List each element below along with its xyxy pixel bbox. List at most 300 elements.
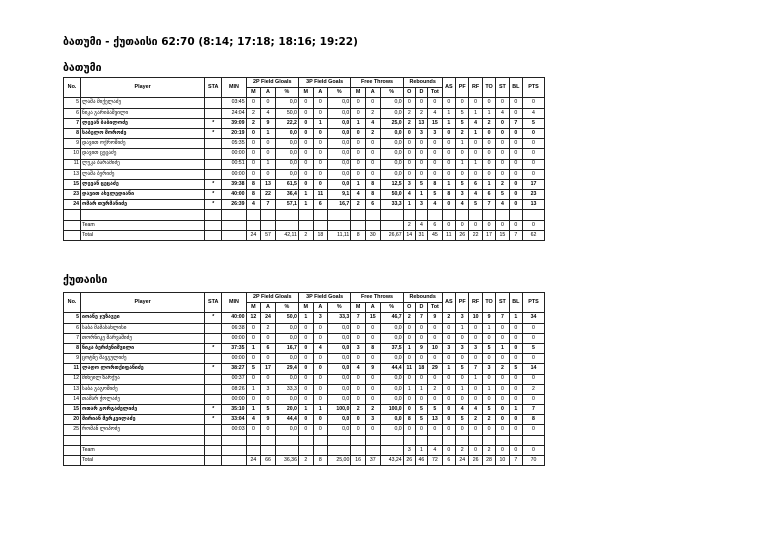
team-stat-pf: 0 — [456, 220, 469, 230]
team-stat-st: 0 — [496, 445, 509, 455]
ft-percent: 0,0 — [380, 384, 403, 394]
player-name: ლევან ბაბილოძე — [81, 118, 205, 128]
fg2-percent: 50,0 — [275, 108, 298, 118]
empty-cell — [365, 220, 380, 230]
col-header-free-throws: Free Throws — [351, 78, 403, 88]
ft-percent: 0,0 — [380, 354, 403, 364]
col-subheader-pct: % — [275, 88, 298, 98]
stat-bl: 0 — [509, 98, 522, 108]
minutes: 00:00 — [222, 149, 246, 159]
rebounds-offensive: 11 — [403, 364, 415, 374]
stat-st: 7 — [496, 313, 509, 323]
empty-cell — [509, 210, 522, 220]
rebounds-total: 5 — [428, 190, 443, 200]
empty-cell — [222, 456, 246, 466]
minutes: 40:00 — [222, 313, 246, 323]
ft-attempted: 0 — [365, 98, 380, 108]
total-stat-as: 11 — [442, 230, 455, 240]
fg3-attempted: 0 — [313, 139, 328, 149]
fg3-attempted: 0 — [313, 323, 328, 333]
empty-cell — [81, 435, 205, 445]
rebounds-offensive: 0 — [403, 139, 415, 149]
stat-bl: 0 — [509, 200, 522, 210]
total-row — [64, 230, 545, 240]
total-fg3-percent: 25,00 — [328, 456, 351, 466]
stat-st: 0 — [496, 98, 509, 108]
player-row — [64, 149, 545, 159]
minutes: 06:38 — [222, 323, 246, 333]
empty-cell — [64, 210, 81, 220]
fg2-made: 0 — [246, 98, 261, 108]
team-stat-rf: 0 — [469, 220, 482, 230]
ft-percent: 100,0 — [380, 405, 403, 415]
rebounds-offensive: 1 — [403, 200, 415, 210]
fg3-made: 0 — [298, 364, 313, 374]
player-row — [64, 128, 545, 138]
stat-st: 0 — [496, 139, 509, 149]
stat-rf: 0 — [469, 394, 482, 404]
fg2-made: 0 — [246, 169, 261, 179]
total-fg2-made: 24 — [246, 230, 261, 240]
col-header-as: AS — [442, 293, 455, 313]
col-subheader-a: A — [261, 303, 276, 313]
col-header-3p-field-goals: 3P Field Goals — [298, 293, 350, 303]
rebounds-offensive: 0 — [403, 128, 415, 138]
rebounds-total: 0 — [428, 425, 443, 435]
team-stat-st: 0 — [496, 220, 509, 230]
col-subheader-o: O — [403, 88, 415, 98]
ft-attempted: 0 — [365, 139, 380, 149]
player-name: საბა მამასახლისი — [81, 323, 205, 333]
stat-to: 6 — [482, 190, 495, 200]
col-header-free-throws: Free Throws — [351, 293, 403, 303]
ft-made: 0 — [351, 108, 366, 118]
stat-rf: 10 — [469, 313, 482, 323]
stat-pts: 0 — [522, 159, 544, 169]
stat-pf: 5 — [456, 179, 469, 189]
rebounds-total: 4 — [428, 200, 443, 210]
empty-cell — [64, 445, 81, 455]
stat-to: 1 — [482, 108, 495, 118]
ft-attempted: 0 — [365, 323, 380, 333]
stat-pf: 3 — [456, 343, 469, 353]
stat-st: 0 — [496, 323, 509, 333]
empty-cell — [380, 220, 403, 230]
player-number: 13 — [64, 384, 81, 394]
player-row — [64, 108, 545, 118]
rebounds-total: 10 — [428, 343, 443, 353]
col-header-as: AS — [442, 78, 455, 98]
total-rebounds-offensive: 26 — [403, 456, 415, 466]
minutes: 39:38 — [222, 179, 246, 189]
ft-attempted: 0 — [365, 384, 380, 394]
stat-to: 5 — [482, 343, 495, 353]
stat-pts: 5 — [522, 343, 544, 353]
stat-bl: 0 — [509, 384, 522, 394]
ft-attempted: 2 — [365, 128, 380, 138]
empty-cell — [328, 220, 351, 230]
empty-cell — [64, 456, 81, 466]
rebounds-defensive: 0 — [415, 149, 427, 159]
total-rebounds-defensive: 31 — [415, 230, 427, 240]
fg2-attempted: 7 — [261, 200, 276, 210]
fg3-made: 0 — [298, 169, 313, 179]
col-subheader-pct: % — [328, 303, 351, 313]
stat-st: 0 — [496, 333, 509, 343]
player-name: ლაშა ბერიძე — [81, 169, 205, 179]
fg2-attempted: 5 — [261, 405, 276, 415]
starter-flag — [205, 323, 222, 333]
stat-as: 0 — [442, 149, 455, 159]
fg3-percent: 0,0 — [328, 394, 351, 404]
fg2-percent: 0,0 — [275, 169, 298, 179]
rebounds-defensive: 1 — [415, 190, 427, 200]
stat-to: 0 — [482, 159, 495, 169]
empty-cell — [328, 435, 351, 445]
stat-as: 8 — [442, 190, 455, 200]
fg2-made: 0 — [246, 128, 261, 138]
player-number: 8 — [64, 343, 81, 353]
fg3-attempted: 0 — [313, 149, 328, 159]
rebounds-total: 3 — [428, 128, 443, 138]
player-name: საბა გაგოშიძე — [81, 384, 205, 394]
player-row — [64, 323, 545, 333]
total-rebounds-total: 72 — [428, 456, 443, 466]
col-header-no: No. — [64, 293, 81, 313]
fg2-attempted: 0 — [261, 98, 276, 108]
stat-st: 0 — [496, 118, 509, 128]
stat-as: 0 — [442, 354, 455, 364]
stat-pts: 0 — [522, 333, 544, 343]
starter-flag — [205, 108, 222, 118]
empty-cell — [313, 210, 328, 220]
fg2-attempted: 0 — [261, 169, 276, 179]
player-name: ოთარ გორგაძელიძე — [81, 405, 205, 415]
stat-as: 1 — [442, 179, 455, 189]
fg2-attempted: 1 — [261, 159, 276, 169]
fg3-attempted: 4 — [313, 343, 328, 353]
stat-pf: 5 — [456, 118, 469, 128]
player-number: 24 — [64, 200, 81, 210]
fg3-made: 0 — [298, 333, 313, 343]
starter-flag — [205, 139, 222, 149]
col-header-rf: RF — [469, 78, 482, 98]
total-rebounds-offensive: 14 — [403, 230, 415, 240]
col-subheader-d: D — [415, 88, 427, 98]
fg3-percent: 16,7 — [328, 200, 351, 210]
ft-percent: 50,0 — [380, 190, 403, 200]
ft-attempted: 8 — [365, 179, 380, 189]
ft-attempted: 4 — [365, 118, 380, 128]
empty-cell — [246, 435, 261, 445]
fg2-made: 1 — [246, 405, 261, 415]
player-row — [64, 169, 545, 179]
fg2-percent: 0,0 — [275, 128, 298, 138]
fg2-made: 4 — [246, 200, 261, 210]
stat-as: 0 — [442, 394, 455, 404]
fg2-percent: 0,0 — [275, 394, 298, 404]
empty-cell — [222, 435, 246, 445]
ft-percent: 0,0 — [380, 149, 403, 159]
player-number: 15 — [64, 405, 81, 415]
ft-made: 0 — [351, 139, 366, 149]
stat-rf: 6 — [469, 179, 482, 189]
stat-st: 0 — [496, 374, 509, 384]
team-stat-as: 0 — [442, 220, 455, 230]
total-stat-pts: 70 — [522, 456, 544, 466]
ft-attempted: 9 — [365, 364, 380, 374]
empty-cell — [328, 445, 351, 455]
stat-rf: 5 — [469, 200, 482, 210]
stat-bl: 0 — [509, 108, 522, 118]
rebounds-offensive: 2 — [403, 118, 415, 128]
empty-cell — [298, 210, 313, 220]
stat-rf: 0 — [469, 323, 482, 333]
col-header-bl: BL — [509, 78, 522, 98]
stat-as: 0 — [442, 415, 455, 425]
col-header-3p-field-goals: 3P Field Goals — [298, 78, 350, 88]
empty-cell — [205, 230, 222, 240]
team-rebounds-total: 6 — [428, 220, 443, 230]
player-row — [64, 139, 545, 149]
starter-flag: * — [205, 200, 222, 210]
empty-cell — [496, 210, 509, 220]
empty-cell — [509, 435, 522, 445]
player-number: 11 — [64, 159, 81, 169]
fg3-attempted: 0 — [313, 384, 328, 394]
player-name: ნიკა ბერძენიშვილი — [81, 343, 205, 353]
fg3-percent: 100,0 — [328, 405, 351, 415]
fg2-percent: 0,0 — [275, 139, 298, 149]
rebounds-defensive: 0 — [415, 98, 427, 108]
empty-cell — [469, 435, 482, 445]
fg3-attempted: 0 — [313, 128, 328, 138]
player-row — [64, 333, 545, 343]
empty-cell — [496, 435, 509, 445]
rebounds-total: 0 — [428, 394, 443, 404]
minutes: 08:26 — [222, 384, 246, 394]
ft-attempted: 2 — [365, 405, 380, 415]
empty-cell — [205, 456, 222, 466]
col-header-st: ST — [496, 78, 509, 98]
empty-cell — [275, 435, 298, 445]
team-stat-to: 0 — [482, 220, 495, 230]
total-stat-st: 15 — [496, 230, 509, 240]
fg3-attempted: 0 — [313, 354, 328, 364]
empty-cell — [365, 445, 380, 455]
minutes: 00:00 — [222, 354, 246, 364]
fg3-made: 0 — [298, 354, 313, 364]
total-fg2-made: 24 — [246, 456, 261, 466]
fg3-attempted: 6 — [313, 200, 328, 210]
total-stat-bl: 7 — [509, 230, 522, 240]
col-header-to: TO — [482, 78, 495, 98]
total-ft-percent: 26,67 — [380, 230, 403, 240]
rebounds-defensive: 3 — [415, 128, 427, 138]
fg3-percent: 0,0 — [328, 343, 351, 353]
col-header-player: Player — [81, 293, 205, 313]
team-rebounds-offensive: 3 — [403, 445, 415, 455]
fg3-attempted: 0 — [313, 159, 328, 169]
ft-percent: 37,5 — [380, 343, 403, 353]
player-row — [64, 405, 545, 415]
minutes: 35:10 — [222, 405, 246, 415]
ft-percent: 0,0 — [380, 108, 403, 118]
col-header-pf: PF — [456, 293, 469, 313]
stat-to: 0 — [482, 98, 495, 108]
col-subheader-d: D — [415, 303, 427, 313]
col-subheader-m: M — [246, 88, 261, 98]
ft-attempted: 2 — [365, 108, 380, 118]
fg3-attempted: 3 — [313, 313, 328, 323]
rebounds-total: 15 — [428, 118, 443, 128]
team-row-label: Team — [81, 445, 205, 455]
minutes: 20:19 — [222, 128, 246, 138]
minutes: 38:27 — [222, 364, 246, 374]
stat-rf: 0 — [469, 425, 482, 435]
rebounds-defensive: 7 — [415, 313, 427, 323]
rebounds-offensive: 0 — [403, 98, 415, 108]
fg2-percent: 0,0 — [275, 333, 298, 343]
player-name: საბელო მოროძე — [81, 128, 205, 138]
team-stat-bl: 0 — [509, 220, 522, 230]
ft-made: 0 — [351, 323, 366, 333]
fg2-attempted: 6 — [261, 343, 276, 353]
col-subheader-a: A — [261, 88, 276, 98]
col-header-rf: RF — [469, 293, 482, 313]
empty-cell — [205, 210, 222, 220]
fg3-attempted: 0 — [313, 108, 328, 118]
ft-made: 0 — [351, 159, 366, 169]
stat-to: 0 — [482, 374, 495, 384]
player-number: 23 — [64, 190, 81, 200]
col-header-pf: PF — [456, 78, 469, 98]
player-number: 7 — [64, 118, 81, 128]
fg3-made: 0 — [298, 323, 313, 333]
team-stat-bl: 0 — [509, 445, 522, 455]
empty-cell — [313, 445, 328, 455]
fg2-attempted: 9 — [261, 118, 276, 128]
minutes: 24:04 — [222, 108, 246, 118]
stat-as: 0 — [442, 405, 455, 415]
stat-rf: 0 — [469, 139, 482, 149]
minutes: 00:51 — [222, 159, 246, 169]
rebounds-defensive: 5 — [415, 405, 427, 415]
stat-rf: 1 — [469, 159, 482, 169]
empty-cell — [351, 435, 366, 445]
empty-cell — [222, 230, 246, 240]
stat-st: 0 — [496, 405, 509, 415]
team-stat-as: 0 — [442, 445, 455, 455]
rebounds-offensive: 0 — [403, 159, 415, 169]
player-number: 5 — [64, 313, 81, 323]
player-number: 6 — [64, 108, 81, 118]
rebounds-total: 0 — [428, 333, 443, 343]
empty-cell — [403, 210, 415, 220]
rebounds-offensive: 0 — [403, 323, 415, 333]
fg2-attempted: 22 — [261, 190, 276, 200]
stat-to: 2 — [482, 415, 495, 425]
stat-bl: 0 — [509, 374, 522, 384]
stat-pf: 5 — [456, 415, 469, 425]
fg2-attempted: 1 — [261, 128, 276, 138]
total-fg2-attempted: 66 — [261, 456, 276, 466]
fg2-made: 0 — [246, 333, 261, 343]
stat-as: 0 — [442, 139, 455, 149]
fg2-made: 0 — [246, 394, 261, 404]
ft-made: 2 — [351, 200, 366, 210]
total-stat-pf: 24 — [456, 456, 469, 466]
ft-made: 0 — [351, 169, 366, 179]
total-fg3-percent: 11,11 — [328, 230, 351, 240]
stat-as: 0 — [442, 333, 455, 343]
rebounds-offensive: 0 — [403, 354, 415, 364]
empty-cell — [415, 435, 427, 445]
ft-percent: 0,0 — [380, 374, 403, 384]
fg3-percent: 0,0 — [328, 354, 351, 364]
team-stat-rf: 0 — [469, 445, 482, 455]
fg3-made: 0 — [298, 415, 313, 425]
fg2-percent: 16,7 — [275, 343, 298, 353]
empty-cell — [482, 210, 495, 220]
stat-rf: 2 — [469, 415, 482, 425]
empty-cell — [380, 445, 403, 455]
rebounds-total: 9 — [428, 313, 443, 323]
empty-cell — [442, 210, 455, 220]
ft-attempted: 0 — [365, 374, 380, 384]
stat-to: 1 — [482, 384, 495, 394]
fg3-made: 1 — [298, 200, 313, 210]
ft-attempted: 0 — [365, 159, 380, 169]
ft-made: 0 — [351, 128, 366, 138]
ft-attempted: 0 — [365, 394, 380, 404]
stat-to: 9 — [482, 313, 495, 323]
stat-bl: 7 — [509, 118, 522, 128]
fg3-made: 0 — [298, 394, 313, 404]
rebounds-offensive: 3 — [403, 179, 415, 189]
fg3-percent: 0,0 — [328, 98, 351, 108]
fg3-percent: 0,0 — [328, 139, 351, 149]
player-number: 15 — [64, 179, 81, 189]
col-subheader-m: M — [351, 88, 366, 98]
starter-flag — [205, 354, 222, 364]
total-fg2-percent: 42,11 — [275, 230, 298, 240]
starter-flag — [205, 384, 222, 394]
stat-pf: 0 — [456, 98, 469, 108]
fg3-percent: 0,0 — [328, 108, 351, 118]
stat-pts: 0 — [522, 425, 544, 435]
empty-cell — [64, 230, 81, 240]
stat-st: 0 — [496, 149, 509, 159]
fg3-percent: 0,0 — [328, 415, 351, 425]
stat-pf: 0 — [456, 425, 469, 435]
ft-percent: 0,0 — [380, 333, 403, 343]
rebounds-total: 2 — [428, 384, 443, 394]
team-row — [64, 445, 545, 455]
ft-percent: 0,0 — [380, 323, 403, 333]
total-ft-percent: 43,24 — [380, 456, 403, 466]
stat-st: 0 — [496, 159, 509, 169]
fg3-made: 0 — [298, 118, 313, 128]
stat-bl: 0 — [509, 343, 522, 353]
stat-bl: 0 — [509, 394, 522, 404]
empty-cell — [428, 435, 443, 445]
stat-to: 0 — [482, 425, 495, 435]
col-header-bl: BL — [509, 293, 522, 313]
ft-made: 0 — [351, 415, 366, 425]
fg2-made: 0 — [246, 425, 261, 435]
starter-flag — [205, 98, 222, 108]
